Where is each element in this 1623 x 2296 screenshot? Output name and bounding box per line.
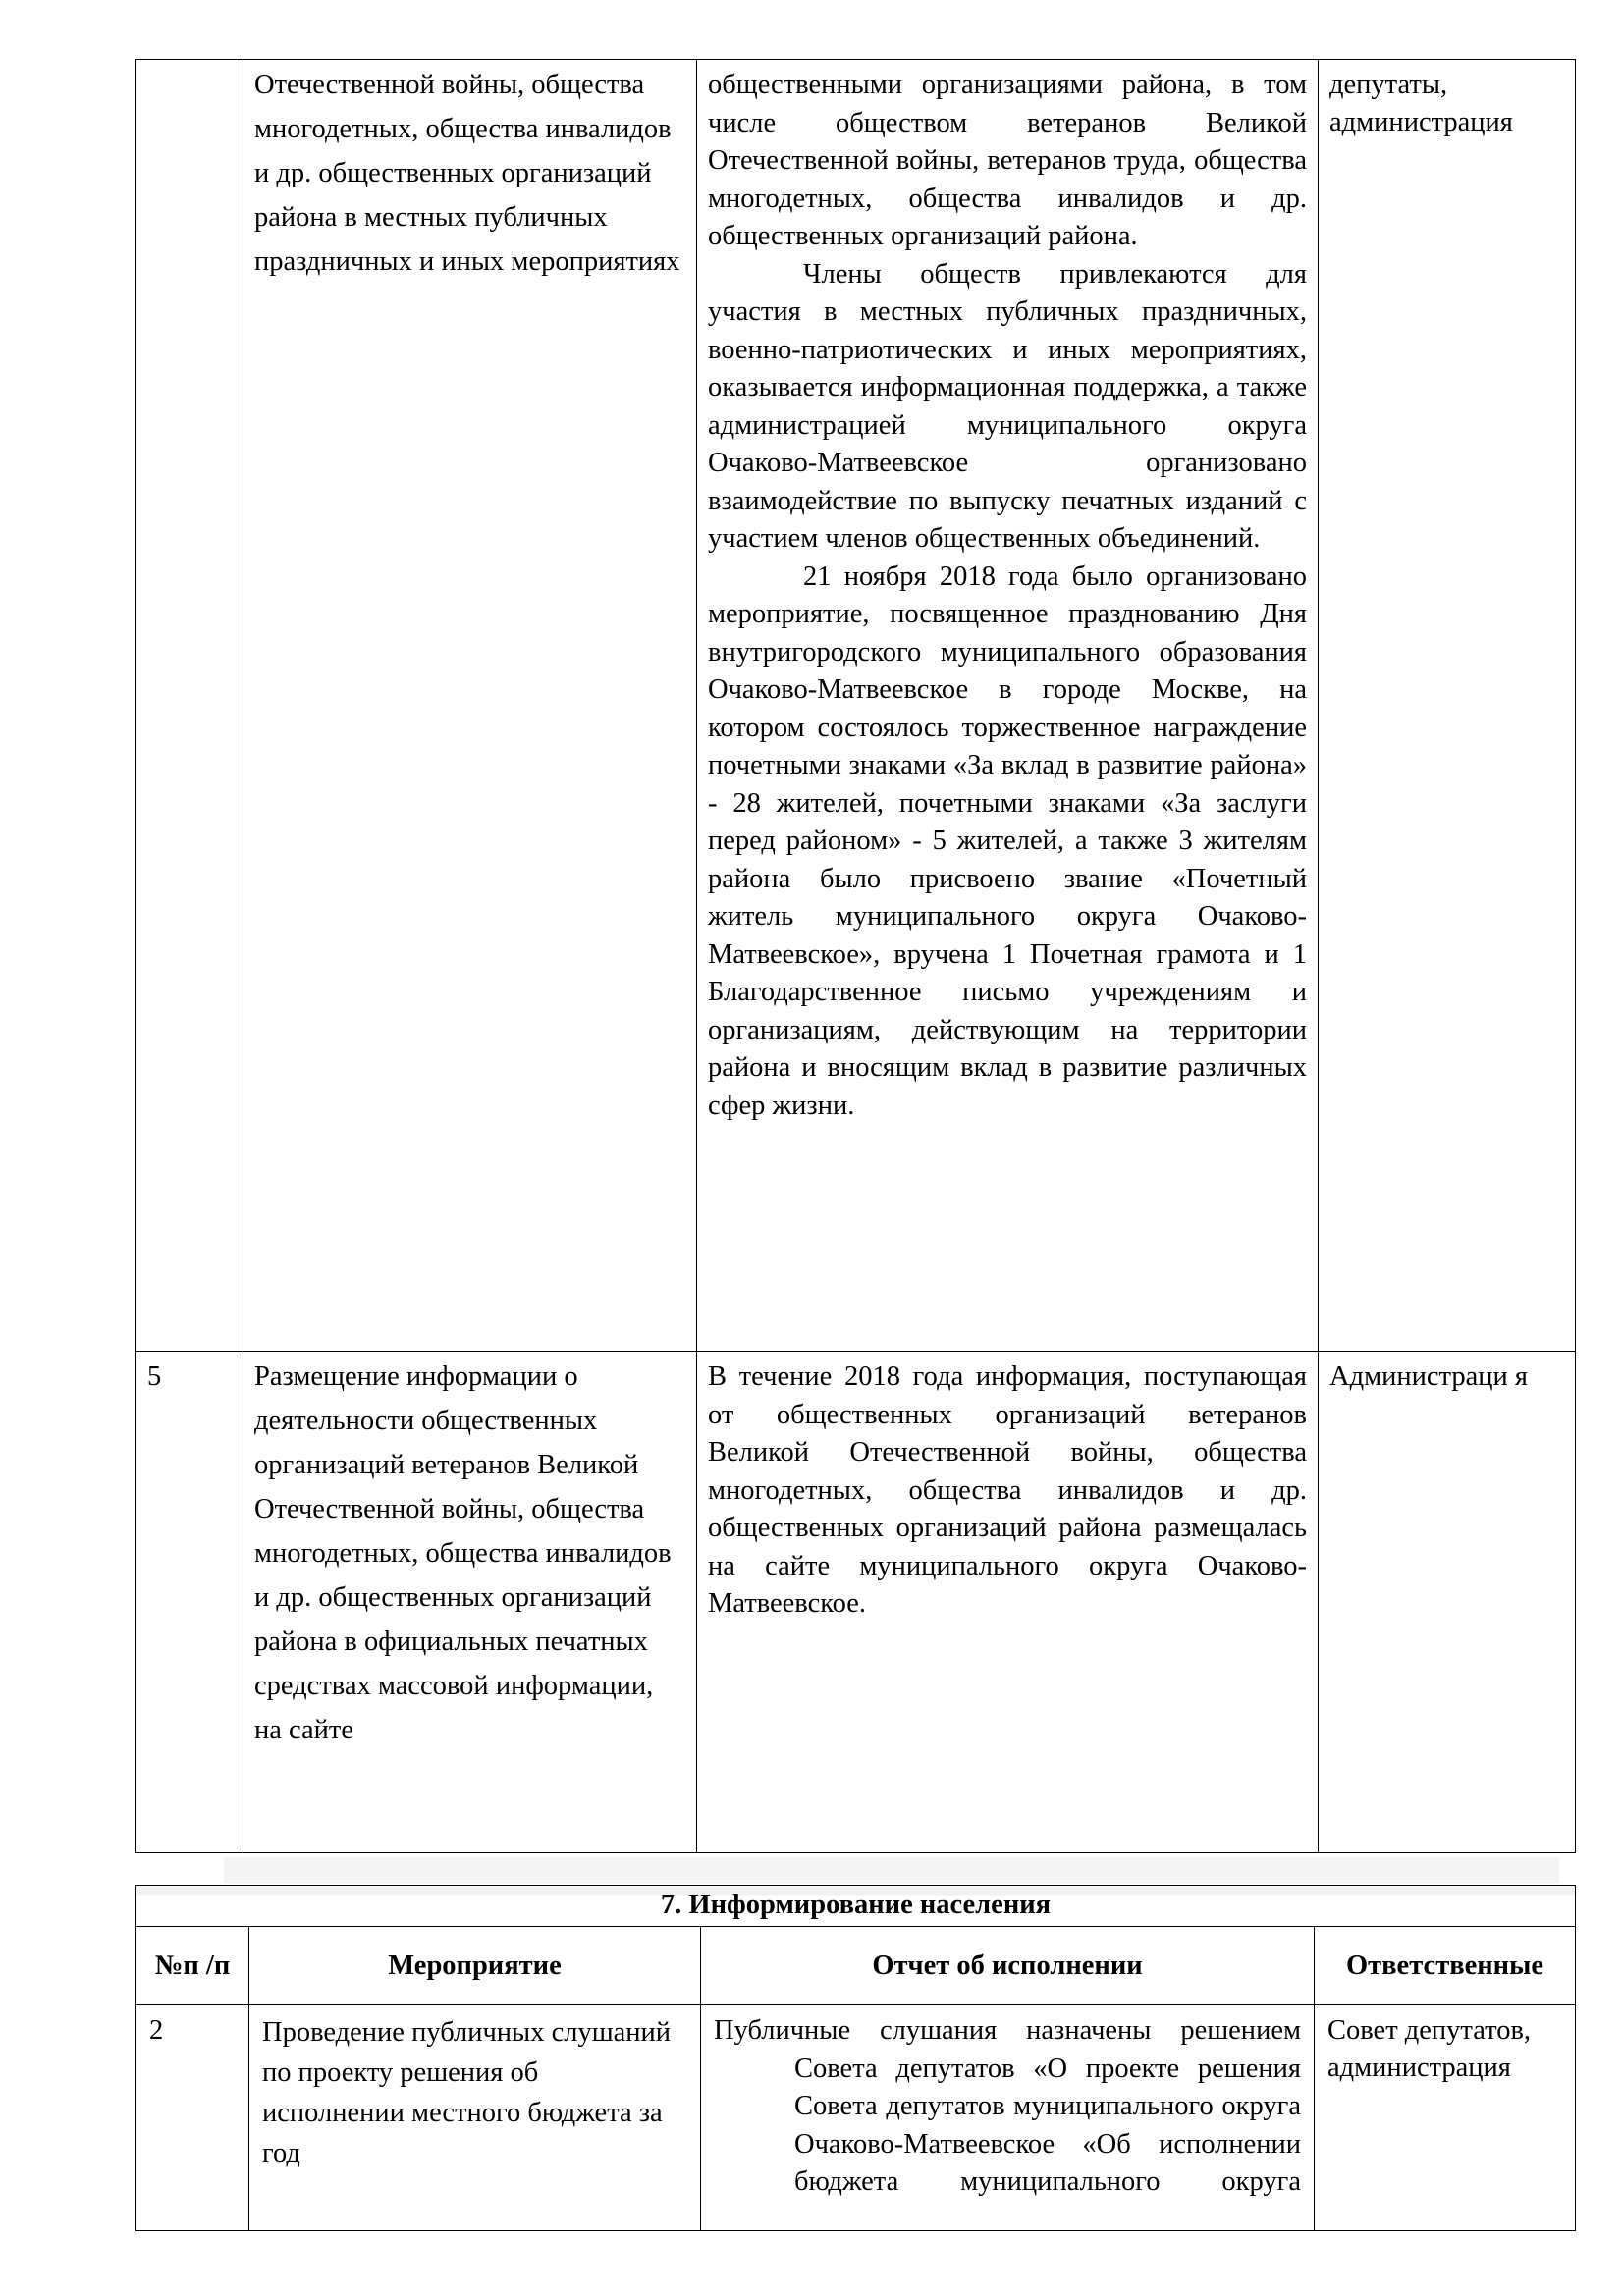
responsible-cell: Совет депутатов, администрация — [1315, 2005, 1576, 2231]
row-number-cell — [136, 60, 243, 1352]
table-row — [136, 1352, 1576, 1853]
report-cell — [697, 1352, 1319, 1853]
section-title: 7. Информирование населения — [136, 1886, 1576, 1927]
row-number-cell: 2 — [136, 2005, 249, 2231]
header-report: Отчет об исполнении — [701, 1927, 1315, 2005]
report-paragraph: 21 ноября 2018 года было организовано мероприятие, посвященное празднованию Дня внутригородского муниципального образования Очаково-Матвеевское в городе Москве, на котором состоялось торжественное награждение почетными знаками «За вклад в развитие района» - 28 жителей, почетными знаками «За заслуги перед районом» - 5 жителей, а также 3 жителям района было присвоено звание «Почетный житель муниципального округа Очаково-Матвеевское», вручена 1 Почетная грамота и 1 Благодарственное письмо учреждениям и организациям, действующим на территории района и вносящим вклад в развитие различных сфер жизни. — [708, 561, 1307, 1121]
report-cell — [697, 60, 1319, 1352]
responsible-cell: депутаты, администрация — [1319, 60, 1576, 1352]
report-cell — [701, 2005, 1315, 2231]
report-paragraph: Публичные слушания назначены решением Совета депутатов «О проекте решения Совета депутатов муниципального округа Очаково-Матвеевское «Об исполнении бюджета муниципального округа — [714, 2015, 1301, 2197]
report-paragraph: общественными организациями района, в том числе обществом ветеранов Великой Отечественной войны, ветеранов труда, общества многодетных, общества инвалидов и др. общественных организаций района. — [708, 70, 1307, 251]
report-paragraph: Члены обществ привлекаются для участия в местных публичных праздничных, военно-патриотических и иных мероприятиях, оказывается информационная поддержка, а также администрацией муниципального округа Очаково-Матвеевское организовано взаимодействие по выпуску печатных изданий с участием членов общественных объединений. — [708, 258, 1307, 554]
event-cell: Размещение информации о деятельности общественных организаций ветеранов Великой Отечественной войны, общества многодетных, общества инвалидов и др. общественных организаций района в официальных печатных средствах массовой информации, на сайте — [243, 1352, 697, 1853]
row-number-cell: 5 — [136, 1352, 243, 1853]
header-event: Мероприятие — [249, 1927, 701, 2005]
table-row — [136, 2005, 1576, 2231]
page-gap-band — [224, 1857, 1559, 1884]
responsible-cell: Администраци я — [1319, 1352, 1576, 1853]
section-title-row — [136, 1886, 1576, 1927]
information-table — [135, 1885, 1576, 2231]
header-responsible: Ответственные — [1315, 1927, 1576, 2005]
header-row — [136, 1927, 1576, 2005]
event-cell: Отечественной войны, общества многодетных, общества инвалидов и др. общественных организаций района в местных публичных праздничных и иных мероприятиях — [243, 60, 697, 1352]
table-row — [136, 60, 1576, 1352]
header-number: №п /п — [136, 1927, 249, 2005]
activities-table-continued — [135, 59, 1576, 1853]
report-paragraph: В течение 2018 года информация, поступающая от общественных организаций ветеранов Великой Отечественной войны, общества многодетных, общества инвалидов и др. общественных организаций района размещалась на сайте муниципального округа Очаково-Матвеевское. — [708, 1362, 1307, 1619]
event-cell: Проведение публичных слушаний по проекту решения об исполнении местного бюджета за год — [249, 2005, 701, 2231]
